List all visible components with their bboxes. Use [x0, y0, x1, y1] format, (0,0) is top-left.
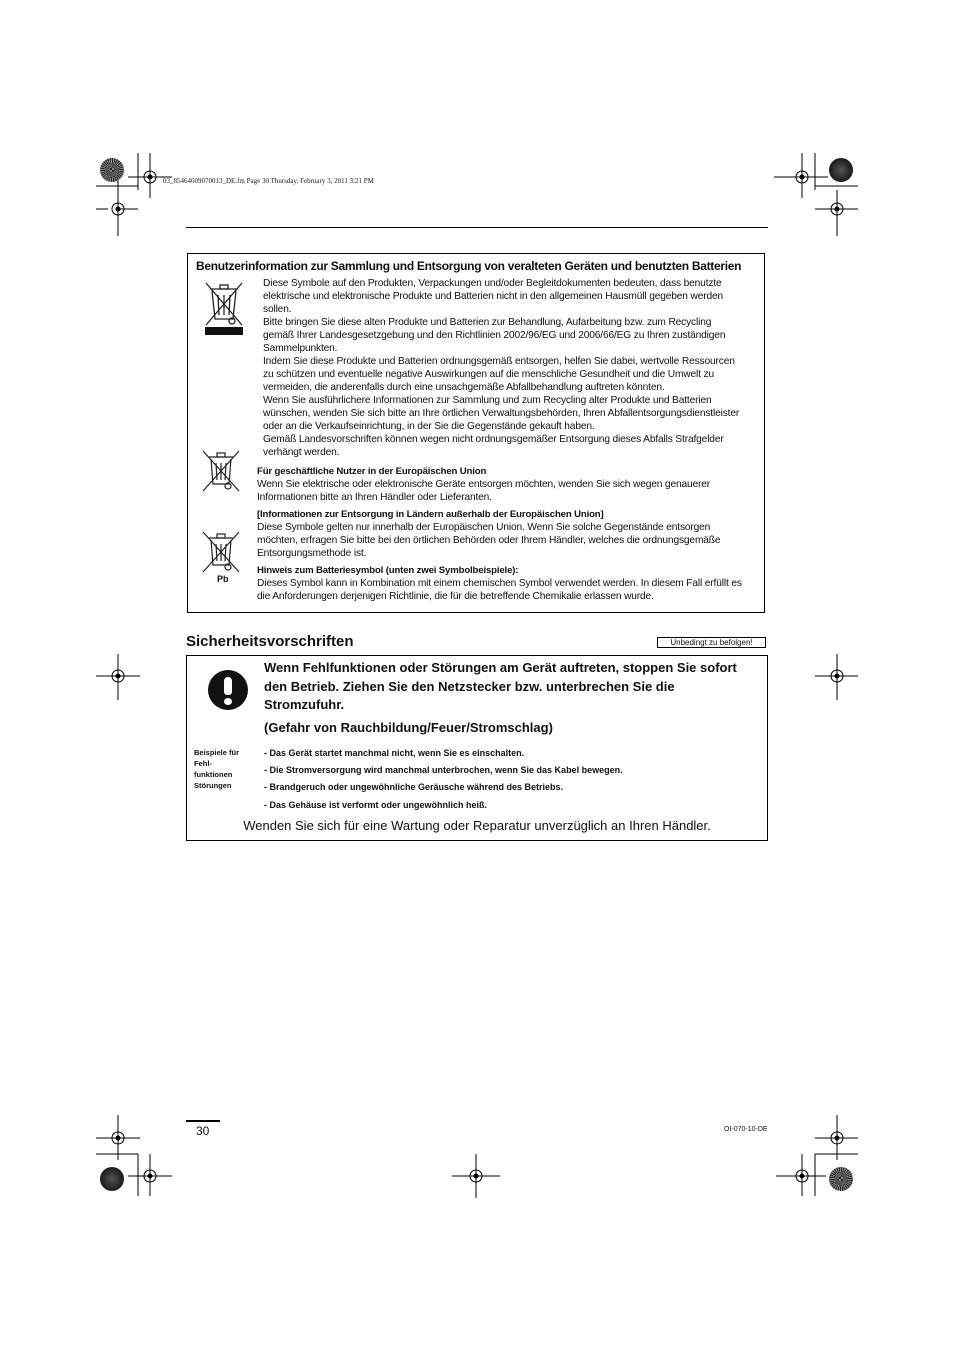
page-number-rule — [186, 1120, 220, 1122]
business-line: Wenn Sie elektrische oder elektronische Geräte entsorgen möchten, wenden Sie sich wegen genauerer — [257, 479, 711, 490]
warning-text — [264, 659, 764, 715]
intro-line: Wenn Sie ausführlichere Informationen zur Sammlung und zum Recycling alter Produkte und Batterien — [263, 395, 712, 406]
intro-line: Diese Symbole auf den Produkten, Verpackungen und/oder Begleitdokumenten bedeuten, dass benutzte — [263, 278, 722, 289]
safety-warning-box — [186, 655, 768, 841]
outside-eu-line: Entsorgungsmethode ist. — [257, 548, 367, 559]
must-follow-label: Unbedingt zu befolgen! — [657, 637, 766, 648]
intro-line: Gemäß Landesvorschriften können wegen nicht ordnungsgemäßer Entsorgung dieses Abfalls Strafgelder — [263, 434, 724, 445]
examples-label-line: Beispiele für — [194, 748, 240, 757]
business-line: Informationen bitte an Ihren Händler oder Lieferanten. — [257, 492, 492, 503]
intro-line: sollen. — [263, 304, 292, 315]
disposal-title: Benutzerinformation zur Sammlung und Entsorgung von veralteten Geräten und benutzten Batterien — [196, 259, 742, 273]
examples-label-line: funktionen — [194, 770, 233, 779]
exclamation-icon — [208, 670, 248, 710]
examples-list — [264, 745, 623, 814]
section-title: Sicherheitsvorschriften — [186, 633, 354, 650]
disposal-info-box — [187, 253, 765, 613]
business-section — [257, 465, 757, 504]
registration-ball-bottom-left — [100, 1167, 124, 1191]
business-heading: Für geschäftliche Nutzer in der Europäischen Union — [257, 466, 487, 477]
registration-ball-top-left — [100, 158, 124, 182]
example-item: - Brandgeruch oder ungewöhnliche Geräusche während des Betriebs. — [264, 782, 564, 793]
page-number: 30 — [196, 1124, 210, 1138]
intro-line: Indem Sie diese Produkte und Batterien ordnungsgemäß entsorgen, helfen Sie dabei, wertvolle Ressourcen — [263, 356, 735, 367]
disposal-intro — [263, 277, 759, 459]
intro-line: gemäß Ihrer Landesgesetzgebung und den Richtlinien 2002/96/EG und 2006/66/EG zu Ihren zuständigen — [263, 330, 726, 341]
intro-line: verhängt werden. — [263, 447, 340, 458]
registration-ball-bottom-right — [829, 1167, 853, 1191]
intro-line: vermeiden, die anderenfalls durch eine unsachgemäße Abfallbehandlung auftreten könnten. — [263, 382, 665, 393]
service-note: Wenden Sie sich für eine Wartung oder Reparatur unverzüglich an Ihren Händler. — [243, 818, 711, 833]
intro-line: Sammelpunkten. — [263, 343, 338, 354]
crossed-bin-icon-pb — [198, 529, 244, 575]
outside-eu-line: Diese Symbole gelten nur innerhalb der Europäischen Union. Wenn Sie solche Gegenstände entsorgen — [257, 522, 711, 533]
document-code: OI-070-10-DE — [724, 1126, 768, 1133]
battery-heading: Hinweis zum Batteriesymbol (unten zwei Symbolbeispiele): — [257, 565, 519, 576]
examples-label-line: Störungen — [194, 781, 232, 790]
outside-eu-line: möchten, erfragen Sie bitte bei den örtlichen Behörden oder Ihrem Händler, welches die ordnungsgemäße — [257, 535, 721, 546]
intro-line: elektrische und elektronische Produkte und Batterien nicht in den allgemeinen Hausmüll gegeben werden — [263, 291, 723, 302]
registration-ball-top-right — [829, 158, 853, 182]
example-item: - Das Gehäuse ist verformt oder ungewöhnlich heiß. — [264, 799, 488, 810]
outside-eu-section — [257, 508, 757, 560]
examples-label — [194, 747, 254, 791]
pb-label: Pb — [217, 574, 229, 584]
intro-line: Bitte bringen Sie diese alten Produkte und Batterien zur Behandlung, Aufarbeitung bzw. zum Recycling — [263, 317, 712, 328]
file-info: 03_85464609070013_DE.fm Page 30 Thursday, February 3, 2011 3:21 PM — [163, 177, 374, 185]
example-item: - Das Gerät startet manchmal nicht, wenn Sie es einschalten. — [264, 748, 525, 758]
hazard-text: (Gefahr von Rauchbildung/Feuer/Stromschlag) — [264, 720, 553, 735]
crossed-bin-icon-battery — [198, 448, 244, 494]
intro-line: oder an die Verkaufseinrichtung, in der Sie die Gegenstände gekauft haben. — [263, 421, 595, 432]
intro-line: wünschen, wenden Sie sich bitte an Ihre örtlichen Verwaltungsbehörden, Ihren Abfallentsorgungsdienstleister — [263, 408, 740, 419]
warning-line: den Betrieb. Ziehen Sie den Netzstecker bzw. unterbrechen Sie die — [264, 678, 675, 694]
intro-line: zu schützen und eventuelle negative Auswirkungen auf die menschliche Gesundheit und die Umwelt zu — [263, 369, 714, 380]
warning-line: Wenn Fehlfunktionen oder Störungen am Gerät auftreten, stoppen Sie sofort — [264, 660, 737, 675]
warning-line: Stromzufuhr. — [264, 697, 345, 712]
crossed-bin-icon — [202, 279, 246, 337]
battery-section — [257, 564, 757, 603]
battery-line: die Anforderungen derjenigen Richtlinie, die für die betreffende Chemikalie erlassen wurde. — [257, 591, 654, 602]
header-rule — [186, 227, 768, 228]
outside-eu-heading: [Informationen zur Entsorgung in Ländern außerhalb der Europäischen Union] — [257, 509, 604, 520]
example-item: - Die Stromversorgung wird manchmal unterbrochen, wenn Sie das Kabel bewegen. — [264, 765, 623, 776]
battery-line: Dieses Symbol kann in Kombination mit einem chemischen Symbol verwendet werden. In diesem Fall erfüllt es — [257, 578, 742, 589]
examples-label-line: Fehl- — [194, 759, 212, 768]
